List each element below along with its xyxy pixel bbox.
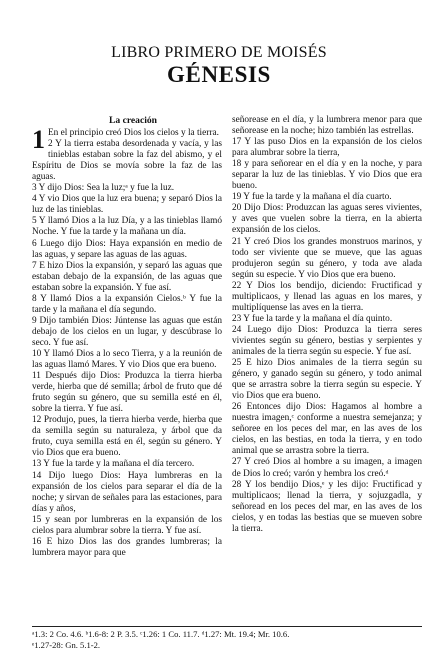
footnote-line: ᵃ1.3: 2 Co. 4.6. ᵇ1.6-8: 2 P. 3.5. ᶜ1.26: 1 Co. 11.7. ᵈ1.27: Mt. 19.4; Mr. 10.6. <box>32 629 290 639</box>
verse: 14 Dijo luego Dios: Haya lumbreras en la expansión de los cielos para separar el día de la noche; y sirvan de señales para las estaciones, para días y años, <box>32 470 222 514</box>
left-column <box>32 115 222 559</box>
verse: 17 Y las puso Dios en la expansión de los cielos para alumbrar sobre la tierra, <box>232 137 422 159</box>
book-title: LIBRO PRIMERO DE MOISÉS <box>111 44 327 61</box>
right-column <box>232 115 422 535</box>
verse: 7 E hizo Dios la expansión, y separó las aguas que estaban debajo de la expansión, de las aguas que estaban sobre la expansión. Y fue así. <box>32 260 222 293</box>
verse: 19 Y fue la tarde y la mañana el día cuarto. <box>232 192 392 203</box>
verse: 26 Entonces dijo Dios: Hagamos al hombre a nuestra imagen,ᶜ conforme a nuestra semejanza; y señoree en los peces del mar, en las aves de los cielos, en las bestias, en toda la tierra, y en todo animal que se arrastra sobre la tierra. <box>232 402 422 457</box>
section-heading: La creación <box>108 115 158 126</box>
verse-1 <box>32 125 222 155</box>
verse: 24 Luego dijo Dios: Produzca la tierra seres vivientes según su género, bestias y serpientes y animales de la tierra según su especie. Y fue así. <box>232 324 422 357</box>
verse: 28 Y los bendijo Dios,ᵉ y les dijo: Fructificad y multiplicaos; llenad la tierra, y sojuzgadla, y señoread en los peces del mar, en las aves de los cielos, y en todas las bestias que se mueven sobre la tierra. <box>232 479 422 534</box>
verse: 5 Y llamó Dios a la luz Día, y a las tinieblas llamó Noche. Y fue la tarde y la mañana un día. <box>32 216 222 238</box>
verse: señorease en el día, y la lumbrera menor para que señorease en la noche; hizo también las estrellas. <box>232 115 422 137</box>
verse-text: En el principio creó Dios los cielos y la tierra. <box>48 128 219 139</box>
verse: 6 Luego dijo Dios: Haya expansión en medio de las aguas, y separe las aguas de las aguas. <box>32 238 222 260</box>
chapter-number: 1 <box>32 125 45 155</box>
verse: 25 E hizo Dios animales de la tierra según su género, y ganado según su género, y todo animal que se arrastra sobre la tierra según su especie. Y vio Dios que era bueno. <box>232 358 422 402</box>
footnote-divider <box>32 626 422 627</box>
verse: 4 Y vio Dios que la luz era buena; y separó Dios la luz de las tinieblas. <box>32 194 222 216</box>
verse: 16 E hizo Dios las dos grandes lumbreras; la lumbrera mayor para que <box>32 536 222 558</box>
verse: 9 Dijo también Dios: Júntense las aguas que están debajo de los cielos en un lugar, y descúbrase lo seco. Y fue así. <box>32 315 222 348</box>
verse: 11 Después dijo Dios: Produzca la tierra hierba verde, hierba que dé semilla; árbol de fruto que dé fruto según su género, que su semilla esté en él, sobre la tierra. Y fue así. <box>32 371 222 415</box>
verse: 3 Y dijo Dios: Sea la luz;ᵃ y fue la luz. <box>32 183 175 194</box>
verse: 23 Y fue la tarde y la mañana el día quinto. <box>232 313 393 324</box>
footnotes <box>32 629 424 650</box>
verse: 18 y para señorear en el día y en la noche, y para separar la luz de las tinieblas. Y vio Dios que era bueno. <box>232 159 422 192</box>
book-name: GÉNESIS <box>167 62 271 87</box>
verse: 21 Y creó Dios los grandes monstruos marinos, y todo ser viviente que se mueve, que las aguas produjeron según su género, y toda ave alada según su especie. Y vio Dios que era bueno. <box>232 236 422 280</box>
verse: 27 Y creó Dios al hombre a su imagen, a imagen de Dios lo creó; varón y hembra los creó.ᵈ <box>232 457 422 479</box>
verse: 20 Dijo Dios: Produzcan las aguas seres vivientes, y aves que vuelen sobre la tierra, en la abierta expansión de los cielos. <box>232 203 422 236</box>
verse: 8 Y llamó Dios a la expansión Cielos.ᵇ Y fue la tarde y la mañana el día segundo. <box>32 293 222 315</box>
footnote-line: ᵉ1.27-28: Gn. 5.1-2. <box>32 639 101 650</box>
verse: 22 Y Dios los bendijo, diciendo: Fructificad y multiplicaos, y llenad las aguas en los mares, y multiplíquense las aves en la tierra. <box>232 280 422 313</box>
verse: 12 Produjo, pues, la tierra hierba verde, hierba que da semilla según su naturaleza, y árbol que da fruto, cuya semilla está en él, según su género. Y vio Dios que era bueno. <box>32 415 222 459</box>
verse: 15 y sean por lumbreras en la expansión de los cielos para alumbrar sobre la tierra. Y fue así. <box>32 514 222 536</box>
verse: 13 Y fue la tarde y la mañana el día tercero. <box>32 459 195 470</box>
verse: 10 Y llamó Dios a lo seco Tierra, y a la reunión de las aguas llamó Mares. Y vio Dios que era bueno. <box>32 348 222 371</box>
verse: 2 Y la tierra estaba desordenada y vacía, y las tinieblas estaban sobre la faz del abismo, y el Espíritu de Dios se movía sobre la faz de las aguas. <box>32 139 222 183</box>
